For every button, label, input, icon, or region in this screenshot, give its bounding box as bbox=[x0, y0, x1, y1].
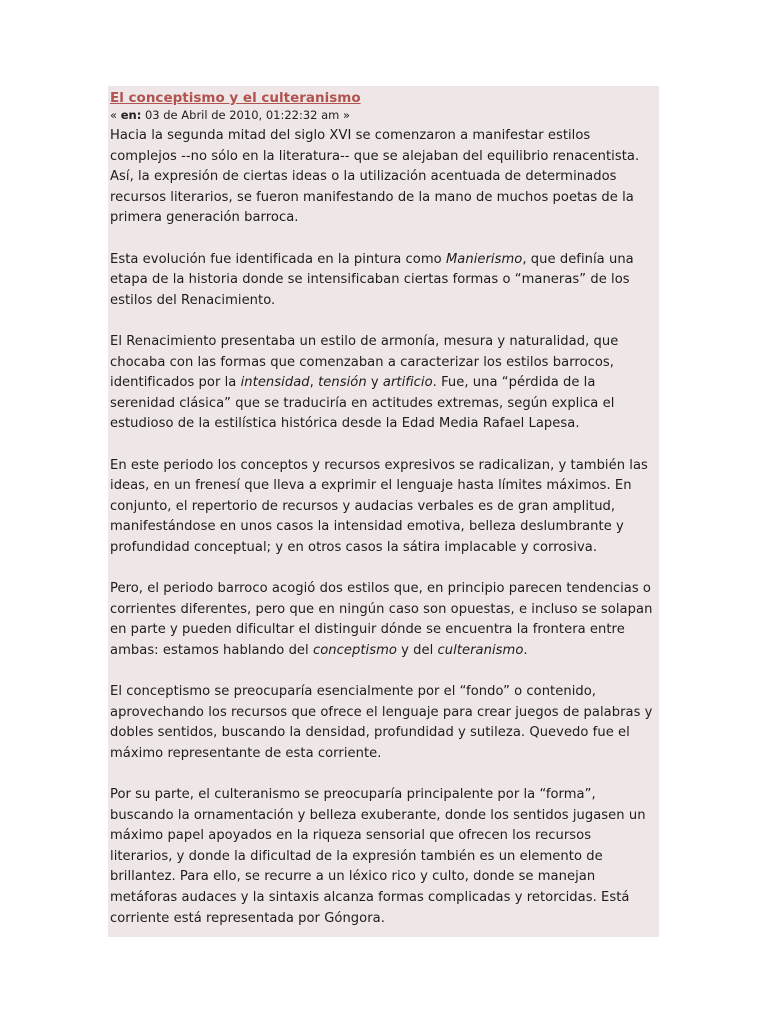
post-body bbox=[110, 126, 657, 929]
meta-open-quote: « bbox=[110, 108, 118, 122]
emphasis-tension: tensión bbox=[318, 375, 367, 391]
forum-post bbox=[108, 86, 659, 937]
emphasis-conceptismo: conceptismo bbox=[312, 642, 397, 658]
paragraph-2: Así, la expresión de ciertas ideas o la utilización acentuada de determinados recursos literarios, se fueron manifestando de la mano de muchos poetas de la primera generación barroca. bbox=[110, 169, 634, 226]
paragraph-8: Por su parte, el culteranismo se preocuparía principalente por la “forma”, buscando la ornamentación y belleza exuberante, donde los sentidos jugasen un máximo papel apoyados en la riqueza sensorial que ofrecen los recursos literarios, y donde la dificultad de la expresión también es un elemento de brillantez. Para ello, se recurre a un léxico rico y culto, donde se manejan metáforas audaces y la sintaxis alcanza formas complicadas y retorcidas. Está corriente está representada por Góngora. bbox=[110, 787, 646, 926]
paragraph-3: Esta evolución fue identificada en la pintura como Manierismo, que definía una etapa de la historia donde se intensificaban ciertas formas o “maneras” de los estilos del Renacimiento. bbox=[110, 251, 634, 308]
paragraph-1: Hacia la segunda mitad del siglo XVI se comenzaron a manifestar estilos complejos --no sólo en la literatura-- que se alejaban del equilibrio renacentista. bbox=[110, 128, 640, 164]
emphasis-artificio: artificio bbox=[382, 375, 433, 391]
paragraph-7: El conceptismo se preocuparía esencialmente por el “fondo” o contenido, aprovechando los recursos que ofrece el lenguaje para crear juegos de palabras y dobles sentidos, buscando la densidad, profundidad y sutileza. Quevedo fue el máximo representante de esta corriente. bbox=[110, 684, 653, 761]
emphasis-intensidad: intensidad bbox=[240, 375, 310, 391]
meta-close-quote: » bbox=[343, 108, 351, 122]
meta-date: 03 de Abril de 2010, 01:22:32 am bbox=[144, 108, 340, 122]
paragraph-5: En este periodo los conceptos y recursos expresivos se radicalizan, y también las ideas, en un frenesí que lleva a exprimir el lenguaje hasta límites máximos. En conjunto, el repertorio de recursos y audacias verbales es de gran amplitud, manifestándose en unos casos la intensidad emotiva, belleza deslumbrante y profundidad conceptual; y en otros casos la sátira implacable y corrosiva. bbox=[110, 457, 648, 555]
paragraph-6: Pero, el periodo barroco acogió dos estilos que, en principio parecen tendencias o corrientes diferentes, pero que en ningún caso son opuestas, e incluso se solapan en parte y pueden dificultar el distinguir dónde se encuentra la frontera entre ambas: estamos hablando del conceptismo y del culteranismo. bbox=[110, 581, 653, 658]
meta-label: en: bbox=[120, 108, 142, 122]
emphasis-manierismo: Manierismo bbox=[445, 251, 523, 267]
post-meta bbox=[110, 107, 657, 124]
post-title-link[interactable]: El conceptismo y el culteranismo bbox=[110, 90, 361, 106]
emphasis-culteranismo: culteranismo bbox=[437, 642, 524, 658]
paragraph-4: El Renacimiento presentaba un estilo de armonía, mesura y naturalidad, que chocaba con las formas que comenzaban a caracterizar los estilos barrocos, identificados por la intensidad, tensión y artificio. Fue, una “pérdida de la serenidad clásica” que se traduciría en actitudes extremas, según explica el estudioso de la estilística histórica desde la Edad Media Rafael Lapesa. bbox=[110, 333, 619, 432]
